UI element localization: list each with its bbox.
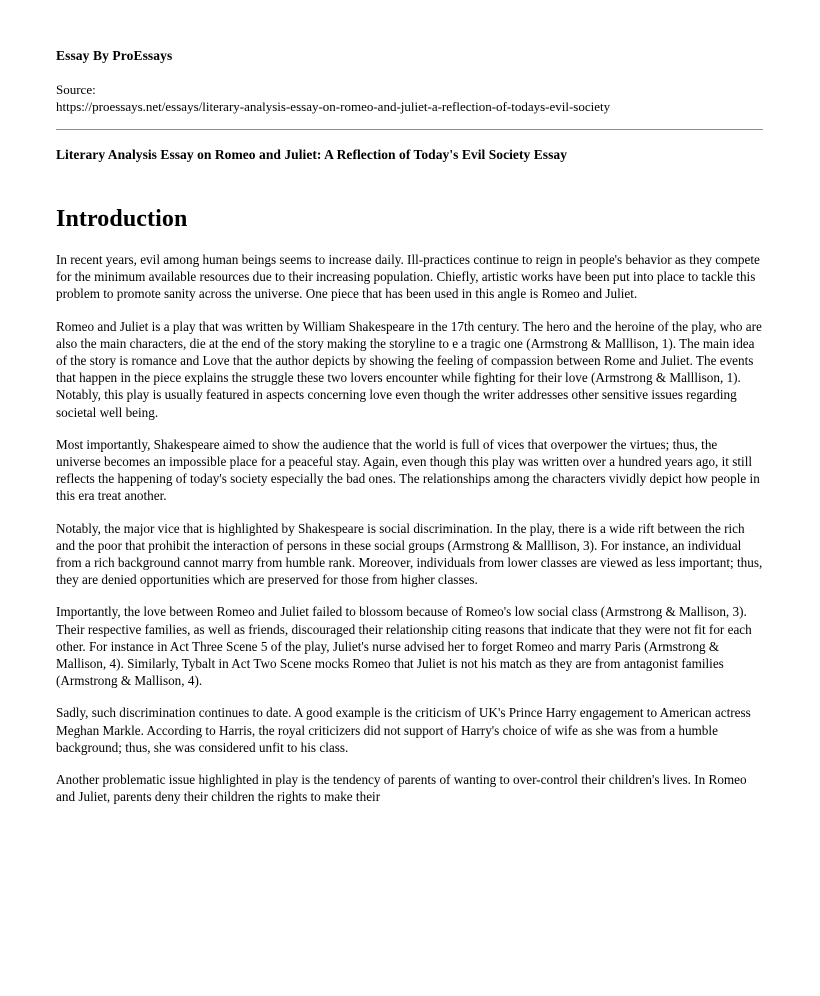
source-url[interactable]: https://proessays.net/essays/literary-analysis-essay-on-romeo-and-juliet-a-reflection-of-todays-evil-society xyxy=(56,98,611,114)
paragraph: Sadly, such discrimination continues to date. A good example is the criticism of UK's Prince Harry engagement to American actress Meghan Markle. According to Harris, the royal criticizers did not support of Harry's choice of wife as she was from a humble background; thus, she was considered unfit to his class. xyxy=(56,705,751,755)
paragraph: Most importantly, Shakespeare aimed to show the audience that the world is full of vices that overpower the virtues; thus, the universe becomes an impossible place for a peaceful stay. Again, even though this play was written over a hundred years ago, it still reflects the happening of today's society especially the bad ones. The relationships among the characters vividly depict how people in this era treat another. xyxy=(56,436,760,504)
paragraph: Importantly, the love between Romeo and Juliet failed to blossom because of Romeo's low social class (Armstrong & Mallison, 3). Their respective families, as well as friends, discouraged their relationship citing reasons that indicate that they were not fit for each other. For instance in Act Three Scene 5 of the play, Juliet's nurse advised her to forget Romeo and marry Paris (Armstrong & Mallison, 4). Similarly, Tybalt in Act Two Scene mocks Romeo that Juliet is not his match as they are from antagonist families (Armstrong & Mallison, 4). xyxy=(56,604,752,689)
section-heading-introduction: Introduction xyxy=(56,206,188,232)
page-title: Literary Analysis Essay on Romeo and Juliet: A Reflection of Today's Evil Society Essay xyxy=(56,147,568,162)
source-label: Source: xyxy=(56,82,96,97)
body-copy xyxy=(56,251,764,805)
document-content xyxy=(56,48,764,805)
header-divider xyxy=(56,129,763,130)
paragraph: In recent years, evil among human beings seems to increase daily. Ill-practices continue to reign in people's behavior as they compete for the minimum available resources due to their increasing population. Chiefly, artistic works have been put into place to tackle this problem to promote sanity across the universe. One piece that has been used in this angle is Romeo and Juliet. xyxy=(56,252,760,302)
paragraph: Notably, the major vice that is highlighted by Shakespeare is social discrimination. In the play, there is a wide rift between the rich and the poor that prohibit the interaction of persons in these social groups (Armstrong & Malllison, 3). For instance, an individual from a rich background cannot marry from humble rank. Moreover, individuals from lower classes are viewed as less important; thus, they are denied opportunities which are preserved for those from higher classes. xyxy=(56,520,763,588)
paragraph: Romeo and Juliet is a play that was written by William Shakespeare in the 17th century. The hero and the heroine of the play, who are also the main characters, die at the end of the story making the storyline to e a tragic one (Armstrong & Malllison, 1). The main idea of the story is romance and Love that the author depicts by showing the feeling of compassion between Rome and Juliet. The events that happen in the piece explains the struggle these two lovers encounter while fighting for their love (Armstrong & Malllison, 1). Notably, this play is usually featured in aspects concerning love even though the writer addresses other sensitive issues regarding societal well being. xyxy=(56,318,762,420)
paragraph: Another problematic issue highlighted in play is the tendency of parents of wanting to over-control their children's lives. In Romeo and Juliet, parents deny their children the rights to make their xyxy=(56,772,747,805)
source-block xyxy=(56,82,764,115)
site-brand-label: Essay By ProEssays xyxy=(56,48,173,63)
